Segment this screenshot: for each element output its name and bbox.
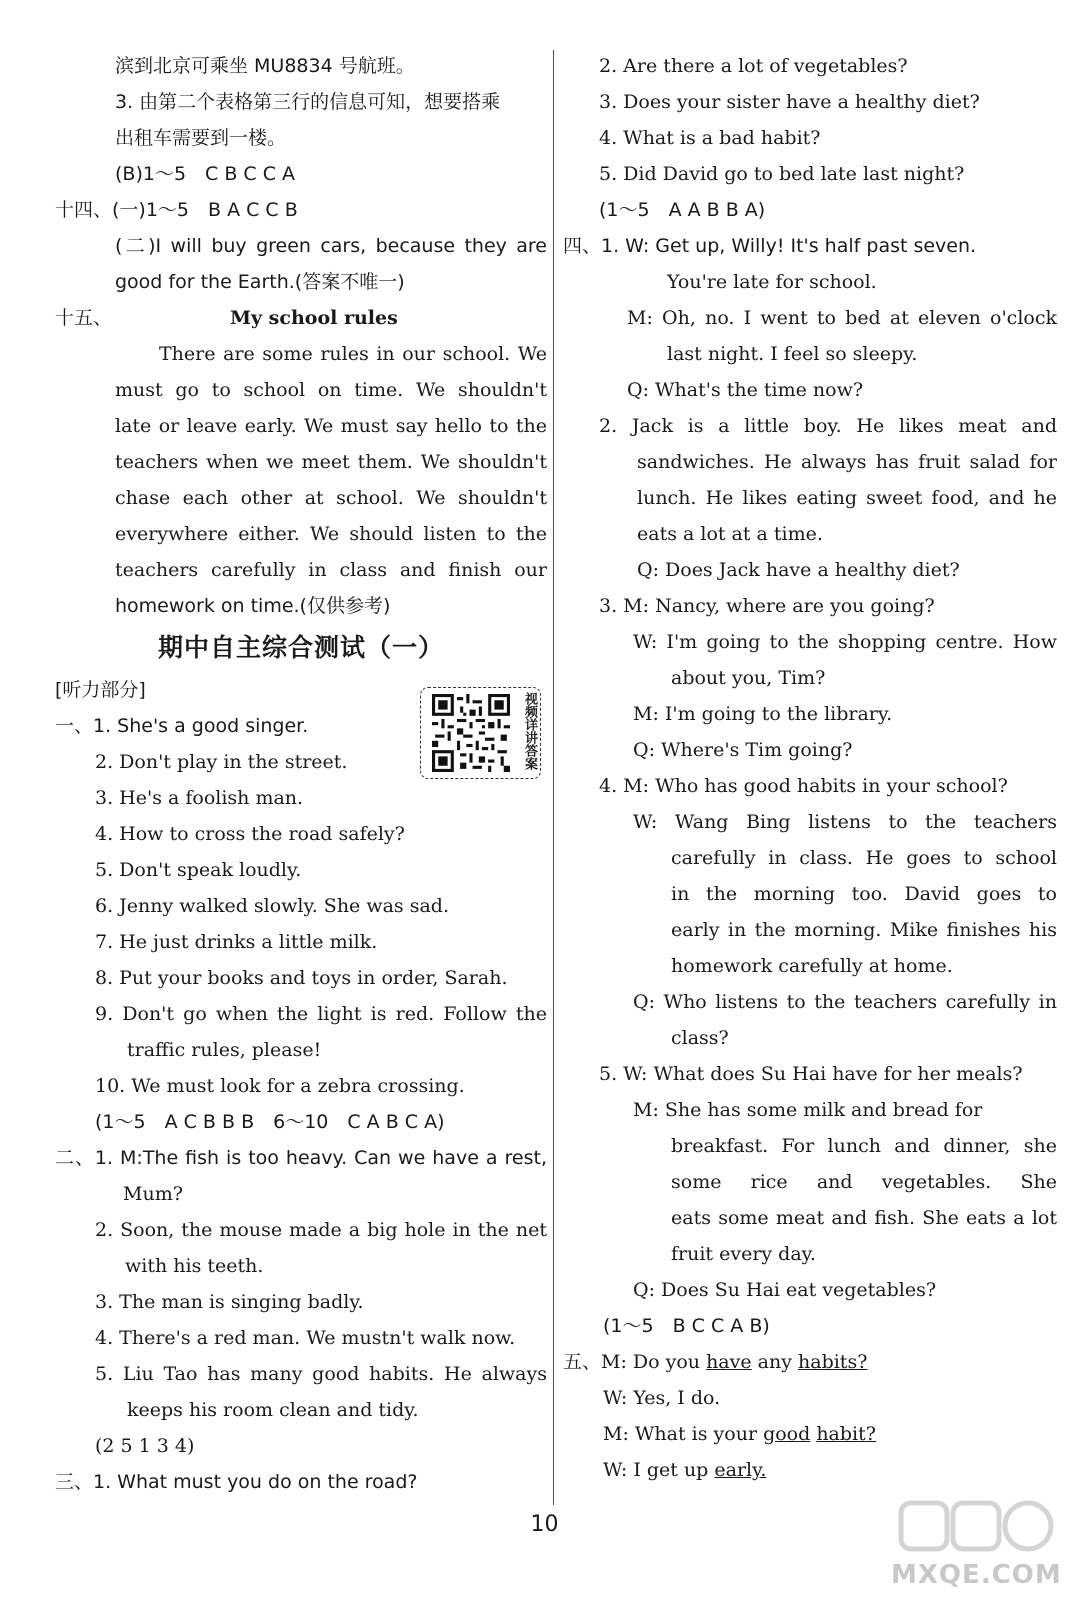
- right-column: [563, 48, 1057, 1488]
- text-line: You're late for school.: [667, 271, 877, 293]
- text-line: good for the Earth.(答案不唯一): [115, 271, 405, 293]
- text-line: 3. The man is singing badly.: [95, 1291, 364, 1313]
- text-line: (1～5 B C C A B): [603, 1315, 770, 1337]
- essay-title: My school rules: [230, 307, 398, 329]
- text-line: [听力部分]: [55, 679, 146, 701]
- text-line: about you, Tim?: [671, 667, 826, 689]
- watermark-text: MXQE.COM: [891, 1560, 1062, 1590]
- text-line: 滨到北京可乘坐 MU8834 号航班。: [115, 55, 415, 77]
- text-line: Q: Does Jack have a healthy diet?: [637, 559, 960, 581]
- text-line: eats some meat and fish. She eats a lot: [671, 1207, 1057, 1229]
- dialog-line: 五、M: Do you have any habits?: [563, 1351, 868, 1373]
- text-line: traffic rules, please!: [127, 1039, 322, 1061]
- text-line: chase each other at school. We shouldn't: [115, 487, 547, 509]
- text-line: 2. Jack is a little boy. He likes meat and: [599, 415, 1057, 437]
- dialog-section-5: [563, 1344, 1057, 1488]
- text-line: lunch. He likes eating sweet food, and he: [637, 487, 1057, 509]
- text-line: (1～5 A C B B B 6～10 C A B C A): [95, 1111, 445, 1133]
- text-line: 出租车需要到一楼。: [115, 127, 287, 149]
- text-line: Q: What's the time now?: [627, 379, 864, 401]
- text-line: 6. Jenny walked slowly. She was sad.: [95, 895, 449, 917]
- text-line: 5. W: What does Su Hai have for her meals?: [599, 1063, 1023, 1085]
- dialog-line: M: What is your good habit?: [603, 1423, 876, 1445]
- text-line: 4. What is a bad habit?: [599, 127, 821, 149]
- text-line: Mum?: [123, 1183, 183, 1205]
- text-line: 4. M: Who has good habits in your school?: [599, 775, 1008, 797]
- text-line: W: Wang Bing listens to the teachers: [633, 811, 1057, 833]
- qr-code-icon: [427, 694, 515, 772]
- text-line: 3. He's a foolish man.: [95, 787, 304, 809]
- text-line: 7. He just drinks a little milk.: [95, 931, 378, 953]
- text-line: with his teeth.: [125, 1255, 264, 1277]
- text-line: Q: Who listens to the teachers carefully in: [633, 991, 1057, 1013]
- text-line: Q: Where's Tim going?: [633, 739, 853, 761]
- text-line: teachers when we meet them. We shouldn't: [115, 451, 547, 473]
- text-line: must go to school on time. We shouldn't: [115, 379, 547, 401]
- text-line: teachers carefully in class and finish our: [115, 559, 547, 581]
- text-line: breakfast. For lunch and dinner, she: [671, 1135, 1057, 1157]
- text-line: some rice and vegetables. She: [671, 1171, 1057, 1193]
- listening-answers: [55, 672, 547, 1500]
- watermark-logo: [891, 1495, 1061, 1590]
- text-line: 4. How to cross the road safely?: [95, 823, 405, 845]
- text-line: 二、1. M:The fish is too heavy. Can we have a rest,: [55, 1147, 547, 1169]
- text-line: (2 5 1 3 4): [95, 1435, 195, 1457]
- text-line: homework carefully at home.: [671, 955, 953, 977]
- text-line: (B)1～5 C B C C A: [115, 163, 296, 185]
- text-line: 一、1. She's a good singer.: [55, 715, 309, 737]
- watermark-icon: [891, 1495, 1061, 1565]
- text-line: (二)I will buy green cars, because they are: [115, 235, 547, 257]
- text-line: sandwiches. He always has fruit salad for: [637, 451, 1057, 473]
- text-line: in the morning too. David goes to: [671, 883, 1057, 905]
- question-label: 十五、: [55, 307, 113, 329]
- section-title: 期中自主综合测试（一）: [157, 633, 444, 662]
- text-line: 5. Don't speak loudly.: [95, 859, 302, 881]
- text-line: keeps his room clean and tidy.: [127, 1399, 419, 1421]
- text-line: 三、1. What must you do on the road?: [55, 1471, 418, 1493]
- text-line: 3. 由第二个表格第三行的信息可知，想要搭乘: [115, 91, 501, 113]
- page-number: 10: [530, 1512, 559, 1537]
- text-line: 4. There's a red man. We mustn't walk now.: [95, 1327, 516, 1349]
- text-line: 2. Are there a lot of vegetables?: [599, 55, 908, 77]
- text-line: early in the morning. Mike finishes his: [671, 919, 1057, 941]
- text-line: W: I'm going to the shopping centre. How: [633, 631, 1057, 653]
- text-line: 3. Does your sister have a healthy diet?: [599, 91, 980, 113]
- text-line: M: Oh, no. I went to bed at eleven o'clock: [627, 307, 1057, 329]
- qr-code-box[interactable]: [420, 687, 541, 779]
- text-line: last night. I feel so sleepy.: [667, 343, 918, 365]
- text-line: 2. Don't play in the street.: [95, 751, 348, 773]
- text-line: fruit every day.: [671, 1243, 816, 1265]
- text-line: late or leave early. We must say hello to the: [115, 415, 547, 437]
- dialog-line: W: Yes, I do.: [603, 1387, 721, 1409]
- right-answers: [563, 48, 1057, 1344]
- dialog-line: W: I get up early.: [603, 1459, 767, 1481]
- text-line: M: She has some milk and bread for: [633, 1099, 983, 1121]
- text-line: 5. Liu Tao has many good habits. He always: [95, 1363, 547, 1385]
- text-line: 十四、(一)1～5 B A C C B: [55, 199, 298, 221]
- text-line: 2. Soon, the mouse made a big hole in the net: [95, 1219, 547, 1241]
- left-answers-part1: [55, 48, 547, 624]
- text-line: 8. Put your books and toys in order, Sarah.: [95, 967, 508, 989]
- text-line: 9. Don't go when the light is red. Follow the: [95, 1003, 547, 1025]
- qr-caption: 视频详讲答案: [522, 692, 537, 770]
- text-line: everywhere either. We should listen to the: [115, 523, 547, 545]
- text-line: Q: Does Su Hai eat vegetables?: [633, 1279, 937, 1301]
- text-line: carefully in class. He goes to school: [671, 847, 1057, 869]
- text-line: 四、1. W: Get up, Willy! It's half past seven.: [563, 235, 977, 257]
- text-line: class?: [671, 1027, 729, 1049]
- text-line: 10. We must look for a zebra crossing.: [95, 1075, 465, 1097]
- essay-heading: [55, 300, 547, 336]
- column-divider: [553, 50, 554, 1505]
- text-line: M: I'm going to the library.: [633, 703, 893, 725]
- text-line: (1～5 A A B B A): [599, 199, 766, 221]
- text-line: 5. Did David go to bed late last night?: [599, 163, 965, 185]
- text-line: There are some rules in our school. We: [159, 343, 547, 365]
- text-line: eats a lot at a time.: [637, 523, 823, 545]
- text-line: 3. M: Nancy, where are you going?: [599, 595, 935, 617]
- text-line: homework on time.(仅供参考): [115, 595, 391, 617]
